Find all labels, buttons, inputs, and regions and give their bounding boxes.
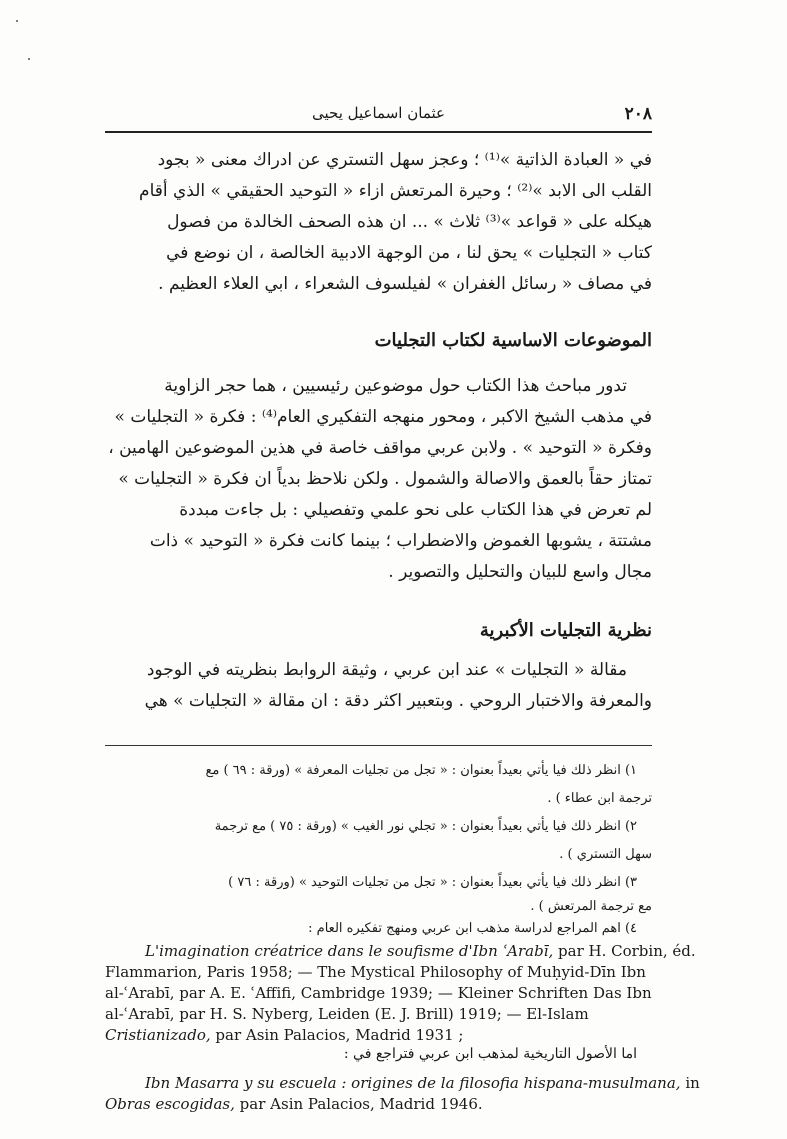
reference-text: par Asin Palacios, Madrid 1931 ; <box>210 1026 464 1044</box>
scan-speck <box>28 58 30 60</box>
footnote-rule <box>105 745 652 746</box>
reference-text: al-ʿArabī, par A. E. ʿAffifi, Cambridge 1939; — Kleiner Schriften Das Ibn <box>105 984 652 1002</box>
scan-speck <box>16 20 18 22</box>
footnote-line: اما الأصول التاريخية لمذهب ابن عربي فتراجع في : <box>343 1046 637 1062</box>
body-line: القلب الى الابد »⁽²⁾ ؛ وحيرة المرتعش ازاء « التوحيد الحقيقي » الذي أقام <box>139 181 652 201</box>
reference-line <box>105 1093 652 1115</box>
reference-text: in <box>680 1074 700 1092</box>
body-line: تدور مباحث هذا الكتاب حول موضوعين رئيسيين ، هما حجر الزاوية <box>164 376 627 396</box>
body-line: في « العبادة الذاتية »⁽¹⁾ ؛ وعجز سهل التستري عن ادراك معنى « بجود <box>157 150 652 170</box>
reference-text: al-ʿArabī, par H. S. Nyberg, Leiden (E. J. Brill) 1919; — El-Islam <box>105 1005 589 1023</box>
reference-line <box>105 1024 652 1046</box>
reference-title: Ibn Masarra y su escuela : origines de la filosofia hispana-musulmana, <box>145 1074 681 1092</box>
body-line: هيكله على « قواعد »⁽³⁾ ثلاث » ... ان هذه الصحف الخالدة من فصول <box>167 212 652 232</box>
reference-line <box>105 961 652 983</box>
page-number: ۲۰۸ <box>624 104 652 124</box>
body-line: مجال واسع للبيان والتحليل والتصوير . <box>388 562 652 582</box>
reference-text: par H. Corbin, éd. <box>553 942 696 960</box>
reference-line <box>105 1003 652 1025</box>
reference-line <box>145 940 696 962</box>
footnote-line: مع ترجمة المرتعش ) . <box>530 899 652 914</box>
body-line: مشتتة ، يشوبها الغموض والاضطراب ؛ بينما كانت فكرة « التوحيد » ذات <box>149 531 652 551</box>
footnote-line: ٢) انظر ذلك فيا يأتي بعيداً بعنوان : « تجلي نور الغيب » (ورقة : ٧٥ ) مع ترجمة <box>214 819 637 834</box>
body-line: وفكرة « التوحيد » . ولابن عربي مواقف خاصة في هذين الموضوعين الهامين ، <box>108 438 652 458</box>
footnote-line: ٤) اهم المراجع لدراسة مذهب ابن عربي ومنهج تفكيره العام : <box>308 921 637 936</box>
body-line: والمعرفة والاختبار الروحي . وبتعبير اكثر دقة : ان مقالة « التجليات » هي <box>144 691 652 711</box>
page-header <box>105 104 652 130</box>
section-heading: الموضوعات الاساسية لكتاب التجليات <box>374 330 652 351</box>
running-head: عثمان اسماعيل يحيى <box>312 104 445 122</box>
body-line: لم تعرض في هذا الكتاب على نحو علمي وتفصيلي : بل جاءت مبددة <box>179 500 652 520</box>
section-heading: نظرية التجليات الأكبرية <box>479 620 652 641</box>
body-line: في مذهب الشيخ الاكبر ، ومحور منهجه التفكيري العام⁽⁴⁾ : فكرة « التجليات » <box>114 407 652 427</box>
reference-line <box>105 982 652 1004</box>
body-line: تمتاز حقاً بالعمق والاصالة والشمول . ولكن نلاحظ بدياً ان فكرة « التجليات » <box>118 469 652 489</box>
body-line: مقالة « التجليات » عند ابن عربي ، وثيقة الروابط بنظريته في الوجود <box>146 660 627 680</box>
body-line: في مصاف « رسائل الغفران » لفيلسوف الشعراء ، ابي العلاء العظيم . <box>158 274 652 294</box>
reference-text: Flammarion, Paris 1958; — The Mystical Philosophy of Muḥyid-Dīn Ibn <box>105 963 646 981</box>
footnote-line: ٣) انظر ذلك فيا يأتي بعيداً بعنوان : « تجل من تجليات التوحيد » (ورقة : ٧٦ ) <box>228 875 637 890</box>
reference-title: Cristianizado, <box>105 1026 211 1044</box>
body-line: كتاب « التجليات » يحق لنا ، من الوجهة الادبية الخالصة ، ان نوضع في <box>166 243 652 263</box>
header-rule <box>105 131 652 133</box>
reference-line <box>145 1072 700 1094</box>
reference-title: Obras escogidas, <box>105 1095 235 1113</box>
reference-text: par Asin Palacios, Madrid 1946. <box>234 1095 483 1113</box>
footnote-line: سهل التستري ) . <box>559 847 652 862</box>
footnote-line: ١) انظر ذلك فيا يأتي بعيداً بعنوان : « تجل من تجليات المعرفة » (ورقة : ٦٩ ) مع <box>205 763 637 778</box>
footnote-line: ترجمة ابن عطاء ) . <box>547 791 652 806</box>
reference-title: L'imagination créatrice dans le soufisme d'Ibn ʿArabī, <box>145 942 554 960</box>
